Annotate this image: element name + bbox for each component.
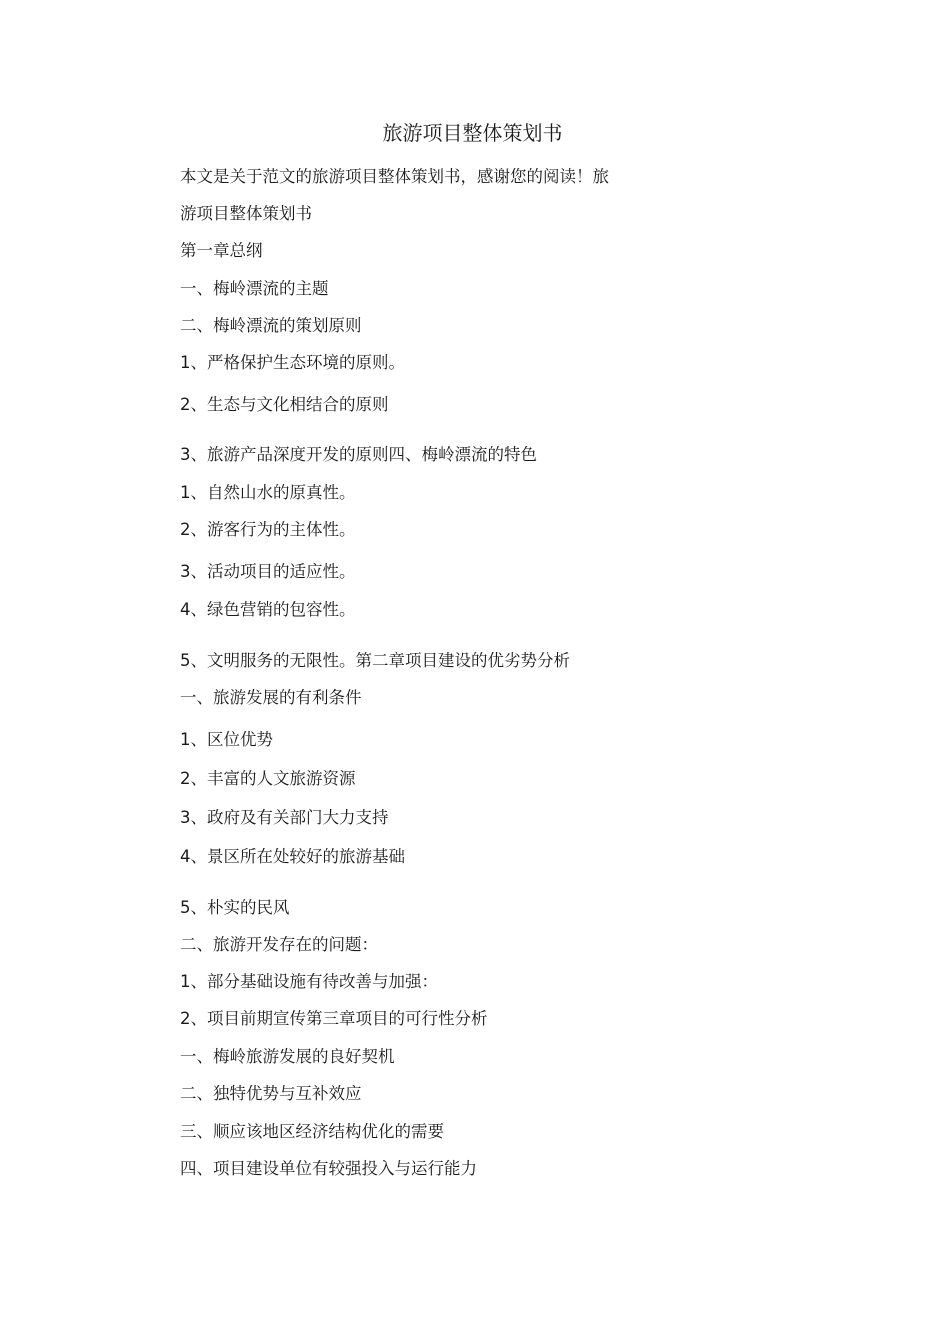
chapter-heading: 第一章总纲: [180, 241, 263, 260]
section-heading: 二、旅游开发存在的问题：: [180, 935, 378, 954]
list-item: 5、文明服务的无限性。第二章项目建设的优劣势分析: [180, 651, 570, 670]
list-item: 4、景区所在处较好的旅游基础: [180, 847, 405, 866]
section-heading: 一、梅岭漂流的主题: [180, 279, 329, 298]
section-heading: 一、梅岭旅游发展的良好契机: [180, 1047, 395, 1066]
list-item: 4、绿色营销的包容性。: [180, 600, 356, 619]
list-item: 1、严格保护生态环境的原则。: [180, 353, 405, 372]
list-item: 5、朴实的民风: [180, 898, 290, 917]
section-heading: 四、项目建设单位有较强投入与运行能力: [180, 1159, 477, 1178]
section-heading: 三、顺应该地区经济结构优化的需要: [180, 1122, 444, 1141]
document-title: 旅游项目整体策划书: [382, 121, 563, 145]
list-item: 3、活动项目的适应性。: [180, 562, 356, 581]
list-item: 1、自然山水的原真性。: [180, 483, 356, 502]
intro-line-2: 游项目整体策划书: [180, 204, 312, 223]
list-item: 2、丰富的人文旅游资源: [180, 769, 356, 788]
list-item: 2、生态与文化相结合的原则: [180, 395, 389, 414]
section-heading: 二、梅岭漂流的策划原则: [180, 316, 362, 335]
list-item: 1、区位优势: [180, 730, 273, 749]
section-heading: 一、旅游发展的有利条件: [180, 688, 362, 707]
list-item: 3、政府及有关部门大力支持: [180, 808, 389, 827]
intro-line-1: 本文是关于范文的旅游项目整体策划书，感谢您的阅读！旅: [180, 167, 609, 186]
list-item: 2、项目前期宣传第三章项目的可行性分析: [180, 1009, 488, 1028]
list-item: 2、游客行为的主体性。: [180, 520, 356, 539]
list-item: 1、部分基础设施有待改善与加强：: [180, 972, 438, 991]
section-heading: 二、独特优势与互补效应: [180, 1084, 362, 1103]
list-item: 3、旅游产品深度开发的原则四、梅岭漂流的特色: [180, 445, 537, 464]
